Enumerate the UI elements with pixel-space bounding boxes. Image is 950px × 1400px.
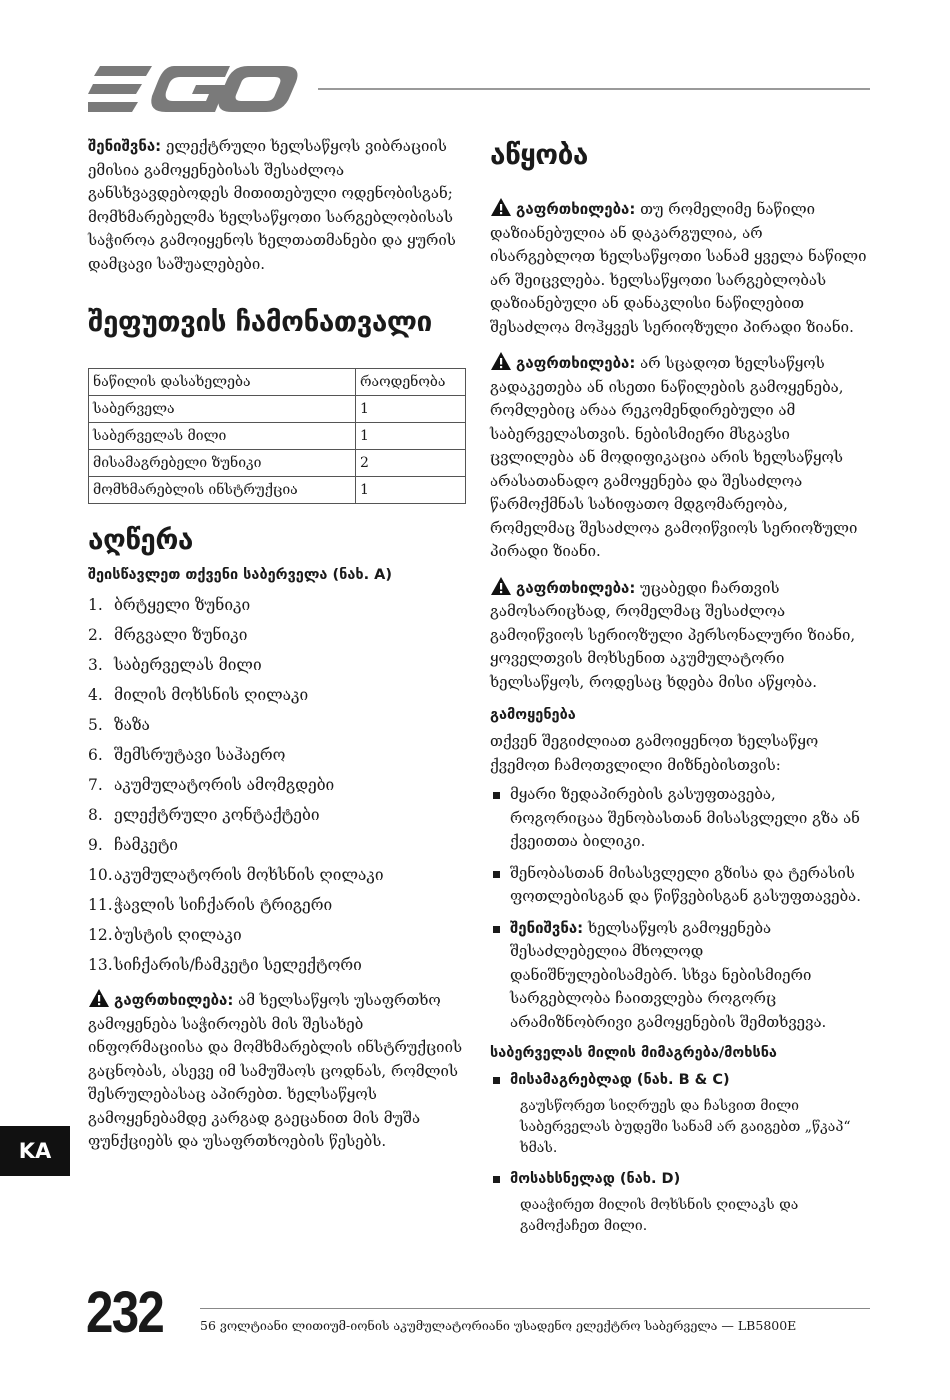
quantity-cell: 2 xyxy=(356,450,466,477)
table-row xyxy=(89,450,466,477)
quantity-cell: 1 xyxy=(356,477,466,504)
note-label: შენიშვნა: xyxy=(510,918,584,937)
warning-text: ამ ხელსაწყოს უსაფრთხო გამოყენება საჭიროებს მის შესახებ ინფორმაციისა და მომხმარებლის ინსტრუქციის გაცნობას, ასევე იმ სამუშაოს ცოდნას, რომლის შესრულებასაც აპირებთ. ხელსაწყოს გამოყენებამდე კარგად გაეცანით მის მუშა ფუნქციებს და უსაფრთხოების წესებს. xyxy=(88,991,463,1150)
col-header-part-name: ნაწილის დასახელება xyxy=(89,369,356,396)
attach-text: გაუსწორეთ სიღრუეს და ჩასვით მილი საბერველას ბუდეში სანამ არ გაიგებთ „წკაპ“ ხმას. xyxy=(520,1098,851,1156)
list-item: 8. ელექტრული კონტაქტები xyxy=(88,806,320,824)
usage-list xyxy=(490,783,872,1034)
list-item: 5. ზაზა xyxy=(88,716,150,734)
warning-icon xyxy=(490,197,512,217)
part-name-cell: მომხმარებლის ინსტრუქცია xyxy=(89,477,356,504)
part-name-cell: საბერველა xyxy=(89,396,356,423)
table-row xyxy=(89,423,466,450)
table-row xyxy=(89,477,466,504)
list-item: 6. შემსრუტავი საჰაერო xyxy=(88,746,286,764)
language-tab: KA xyxy=(0,1126,70,1176)
list-item: 4. მილის მოხსნის ღილაკი xyxy=(88,686,309,704)
warning-text: უცაბედი ჩართვის გამოსარიცხად, რომელმაც შესაძლოა გამოიწვიოს სერიოზული პერსონალური ზიანი, ყოველთვის მოხსენით აკუმულატორი ხელსაწყოს, როდესაც ხდება მისი აწყობა. xyxy=(490,578,856,691)
page-number: 232 xyxy=(86,1280,164,1345)
list-item: 11. ჭავლის სიჩქარის ტრიგერი xyxy=(88,896,333,914)
footer-text: 56 ვოლტიანი ლითიუმ-იონის აკუმულატორიანი უსადენო ელექტრო საბერველა — LB5800E xyxy=(200,1318,797,1333)
table-row xyxy=(89,396,466,423)
ego-logo xyxy=(88,64,300,116)
quantity-cell: 1 xyxy=(356,396,466,423)
header-rule xyxy=(318,88,870,90)
list-item: 3. საბერველას მილი xyxy=(88,656,262,674)
warning-label: გაფრთხილება: xyxy=(516,578,636,597)
usage-title: გამოყენება xyxy=(490,707,576,723)
assembly-warning xyxy=(490,197,872,339)
col-header-quantity: რაოდენობა xyxy=(356,369,466,396)
warning-label: გაფრთხილება: xyxy=(516,200,636,218)
part-name-cell: მისამაგრებელი ზუნიკი xyxy=(89,450,356,477)
assembly-warning xyxy=(490,351,872,564)
list-item: 12. ბუსტის ღილაკი xyxy=(88,926,242,944)
parts-list xyxy=(88,590,468,980)
list-item: 9. ჩამკეტი xyxy=(88,836,178,854)
list-item: 2. მრგვალი ზუნიკი xyxy=(88,626,248,644)
detach-heading: მოსახსნელად (ნახ. D) xyxy=(490,1167,872,1191)
tube-title: საბერველას მილის მიმაგრება/მოხსნა xyxy=(490,1045,777,1061)
vibration-note xyxy=(88,135,468,276)
detach-text: დააჭირეთ მილის მოხსნის ღილაკს და გამოქაჩეთ მილი. xyxy=(520,1197,799,1234)
description-subtitle: შეისწავლეთ თქვენი საბერველა (ნახ. A) xyxy=(88,567,393,583)
packing-list-title: შეფუთვის ჩამონათვალი xyxy=(88,305,432,338)
note-label: შენიშვნა: xyxy=(88,137,162,155)
list-item: 7. აკუმულატორის ამომგდები xyxy=(88,776,335,794)
warning-icon xyxy=(490,351,512,371)
warning-label: გაფრთხილება: xyxy=(516,354,636,372)
warning-label: გაფრთხილება: xyxy=(114,991,234,1009)
footer-rule xyxy=(200,1308,870,1309)
table-header-row xyxy=(89,369,466,396)
warning-text: თუ რომელიმე ნაწილი დაზიანებულია ან დაკარგულია, არ ისარგებლოთ ხელსაწყოთი სანამ ყველა ნაწილი არ შეიცვლება. ხელსაწყოთი სარგებლობას დაზიანებული ან დანაკლისი ნაწილებით შესაძლოა მოჰყვეს სერიოზული პირადი ზიანი. xyxy=(490,200,867,336)
packing-table xyxy=(88,368,466,504)
quantity-cell: 1 xyxy=(356,423,466,450)
list-item: 1. ბრტყელი ზუნიკი xyxy=(88,596,251,614)
assembly-warning xyxy=(490,576,872,695)
right-column xyxy=(490,135,872,1237)
warning-icon xyxy=(490,576,512,596)
note-text: ხელსაწყოს გამოყენება შესაძლებელია მხოლოდ დანიშნულებისამებრ. სხვა ნებისმიერი სარგებლობა ჩაითვლება როგორც არამიზნობრივი გამოყენების შემთხვევა. xyxy=(510,918,827,1031)
usage-intro: თქვენ შეგიძლიათ გამოიყენოთ ხელსაწყო ქვემოთ ჩამოთვლილი მიზნებისთვის: xyxy=(490,732,819,774)
ego-logo-icon xyxy=(88,64,300,116)
assembly-title: აწყობა xyxy=(490,138,588,171)
warning-icon xyxy=(88,988,110,1008)
list-item: მყარი ზედაპირების გასუფთავება, როგორიცაა შენობასთან მისასვლელი გზა ან ქვეითთა ბილიკი. xyxy=(490,783,872,854)
list-item: 13. სიჩქარის/ჩამკეტი სელექტორი xyxy=(88,956,362,974)
description-title: აღწერა xyxy=(88,523,193,556)
list-item xyxy=(490,917,872,1035)
part-name-cell: საბერველას მილი xyxy=(89,423,356,450)
note-text: ელექტრული ხელსაწყოს ვიბრაციის ემისია გამოყენებისას შესაძლოა განსხვავდებოდეს მითითებული ოდენობისგან; მომხმარებელმა ხელსაწყოთი სარგებლობისას საჭიროა გამოიყენოს ხელთათმანები და ყურის დამცავი საშუალებები. xyxy=(88,137,456,273)
safety-warning xyxy=(88,988,468,1154)
list-item: 10. აკუმულატორის მოხსნის ღილაკი xyxy=(88,866,384,884)
warning-text: არ სცადოთ ხელსაწყოს გადაკეთება ან ისეთი ნაწილების გამოყენება, რომლებიც არაა რეკომენდირებული ამ საბერველასთვის. ნებისმიერი მსგავსი ცვლილება ან მოდიფიკაცია არის ხელსაწყოს არასათანადო გამოყენება და შესაძლოა წარმოქმნას სახიფათო მდგომარეობა, რომელმაც შესაძლოა გამოიწვიოს სერიოზული პირადი ზიანი. xyxy=(490,354,858,560)
attach-heading: მისამაგრებლად (ნახ. B & C) xyxy=(490,1068,872,1092)
list-item: შენობასთან მისასვლელი გზისა და ტერასის ფოთლებისგან და წიწვებისგან გასუფთავება. xyxy=(490,862,872,909)
left-column xyxy=(88,135,468,1154)
